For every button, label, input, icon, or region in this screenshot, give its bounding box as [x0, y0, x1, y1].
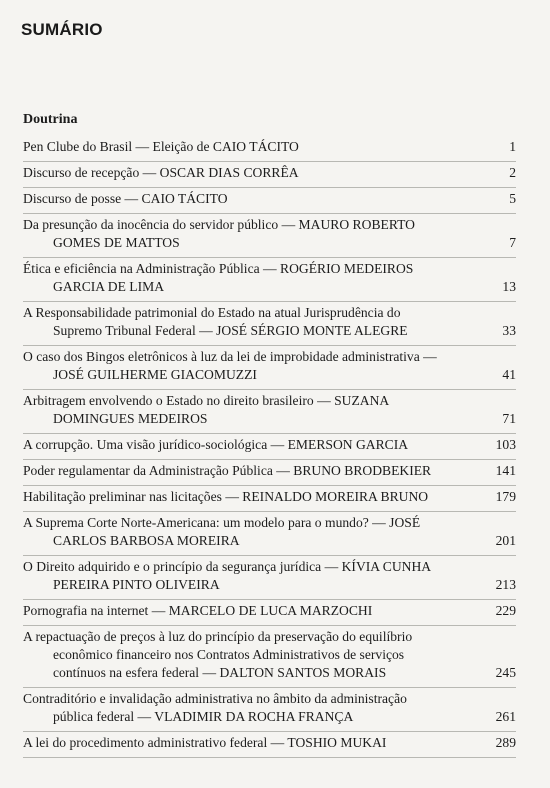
toc-entry-line: PEREIRA PINTO OLIVEIRA [53, 577, 220, 592]
page-title: SUMÁRIO [21, 20, 103, 39]
toc-entry-page-number: 201 [495, 533, 516, 548]
toc-entry-page-number: 245 [495, 665, 516, 680]
toc-entry-page-number: 71 [502, 411, 516, 426]
toc-entry-line: DOMINGUES MEDEIROS [53, 411, 208, 426]
toc-entry-title [23, 190, 476, 208]
toc-entry-line: Contraditório e invalidação administrativa no âmbito da administração [23, 691, 407, 706]
toc-entry-line: contínuos na esfera federal — DALTON SANTOS MORAIS [53, 665, 387, 680]
toc-entry-page-number: 229 [495, 603, 516, 618]
toc-entry [23, 188, 516, 214]
toc-entry [23, 600, 516, 626]
toc-entry-page-number: 33 [502, 323, 516, 338]
toc-entry [23, 460, 516, 486]
toc-entry-line: Supremo Tribunal Federal — JOSÉ SÉRGIO MONTE ALEGRE [53, 323, 408, 338]
toc-entry-line: Ética e eficiência na Administração Pública — ROGÉRIO MEDEIROS [23, 261, 414, 276]
toc-entry [23, 512, 516, 556]
toc-entry-line: Discurso de posse — CAIO TÁCITO [23, 191, 228, 206]
toc-entry-page-number: 213 [495, 577, 516, 592]
toc-entry-line: Habilitação preliminar nas licitações — REINALDO MOREIRA BRUNO [23, 489, 429, 504]
toc-entry-title [23, 690, 476, 726]
toc-entry-line: Poder regulamentar da Administração Pública — BRUNO BRODBEKIER [23, 463, 432, 478]
toc-entry-line: GOMES DE MATTOS [53, 235, 180, 250]
toc-entry-line: A corrupção. Uma visão jurídico-sociológica — EMERSON GARCIA [23, 437, 409, 452]
toc-entry-line: O Direito adquirido e o princípio da segurança jurídica — KÍVIA CUNHA [23, 559, 432, 574]
toc-entry-line: GARCIA DE LIMA [53, 279, 165, 294]
toc-entry [23, 556, 516, 600]
toc-entry-line: pública federal — VLADIMIR DA ROCHA FRANÇA [53, 709, 354, 724]
toc-entry-line: Pen Clube do Brasil — Eleição de CAIO TÁCITO [23, 139, 299, 154]
toc-entry-title [23, 514, 476, 550]
toc-entry [23, 732, 516, 758]
toc-entry-page-number: 7 [509, 235, 516, 250]
toc-entry-line: A repactuação de preços à luz do princípio da preservação do equilíbrio [23, 629, 413, 644]
toc-entry-page-number: 13 [502, 279, 516, 294]
toc-entry-title [23, 734, 476, 752]
toc-entry-title [23, 628, 476, 682]
toc-entry-page-number: 179 [495, 489, 516, 504]
toc-entry [23, 390, 516, 434]
toc-entry-line: Discurso de recepção — OSCAR DIAS CORRÊA [23, 165, 299, 180]
toc-entry-page-number: 1 [509, 139, 516, 154]
toc-entry-page-number: 5 [509, 191, 516, 206]
toc-entry-line: A lei do procedimento administrativo federal — TOSHIO MUKAI [23, 735, 387, 750]
toc-entry-page-number: 261 [495, 709, 516, 724]
toc-entry-line: A Suprema Corte Norte-Americana: um modelo para o mundo? — JOSÉ [23, 515, 421, 530]
toc-entry [23, 162, 516, 188]
toc-entry [23, 214, 516, 258]
section-heading: Doutrina [23, 112, 78, 127]
toc-entry-line: CARLOS BARBOSA MOREIRA [53, 533, 240, 548]
toc-entry-page-number: 141 [495, 463, 516, 478]
toc-entry-title [23, 558, 476, 594]
toc-entry-title [23, 138, 476, 156]
toc-entry-line: Arbitragem envolvendo o Estado no direito brasileiro — SUZANA [23, 393, 390, 408]
toc-entry-page-number: 103 [495, 437, 516, 452]
toc-entry-page-number: 2 [509, 165, 516, 180]
toc-entry-title [23, 164, 476, 182]
toc-entry [23, 302, 516, 346]
toc-entry-title [23, 602, 476, 620]
toc-entry-line: Da presunção da inocência do servidor público — MAURO ROBERTO [23, 217, 415, 232]
toc-entry-title [23, 488, 476, 506]
toc-entry [23, 258, 516, 302]
toc-entry [23, 136, 516, 162]
toc-entry-title [23, 392, 476, 428]
table-of-contents [23, 136, 516, 758]
toc-entry-title [23, 260, 476, 296]
toc-entry [23, 346, 516, 390]
toc-entry-title [23, 462, 476, 480]
toc-entry-line: econômico financeiro nos Contratos Administrativos de serviços [53, 647, 405, 662]
toc-entry [23, 626, 516, 688]
toc-entry-page-number: 41 [502, 367, 516, 382]
toc-entry-line: JOSÉ GUILHERME GIACOMUZZI [53, 367, 257, 382]
toc-entry [23, 486, 516, 512]
toc-entry-title [23, 348, 476, 384]
toc-entry [23, 688, 516, 732]
toc-entry-title [23, 216, 476, 252]
toc-entry-line: O caso dos Bingos eletrônicos à luz da lei de improbidade administrativa — [23, 349, 437, 364]
toc-entry-title [23, 436, 476, 454]
toc-entry-line: Pornografia na internet — MARCELO DE LUCA MARZOCHI [23, 603, 373, 618]
toc-entry [23, 434, 516, 460]
toc-entry-line: A Responsabilidade patrimonial do Estado na atual Jurisprudência do [23, 305, 401, 320]
toc-entry-page-number: 289 [495, 735, 516, 750]
toc-entry-title [23, 304, 476, 340]
